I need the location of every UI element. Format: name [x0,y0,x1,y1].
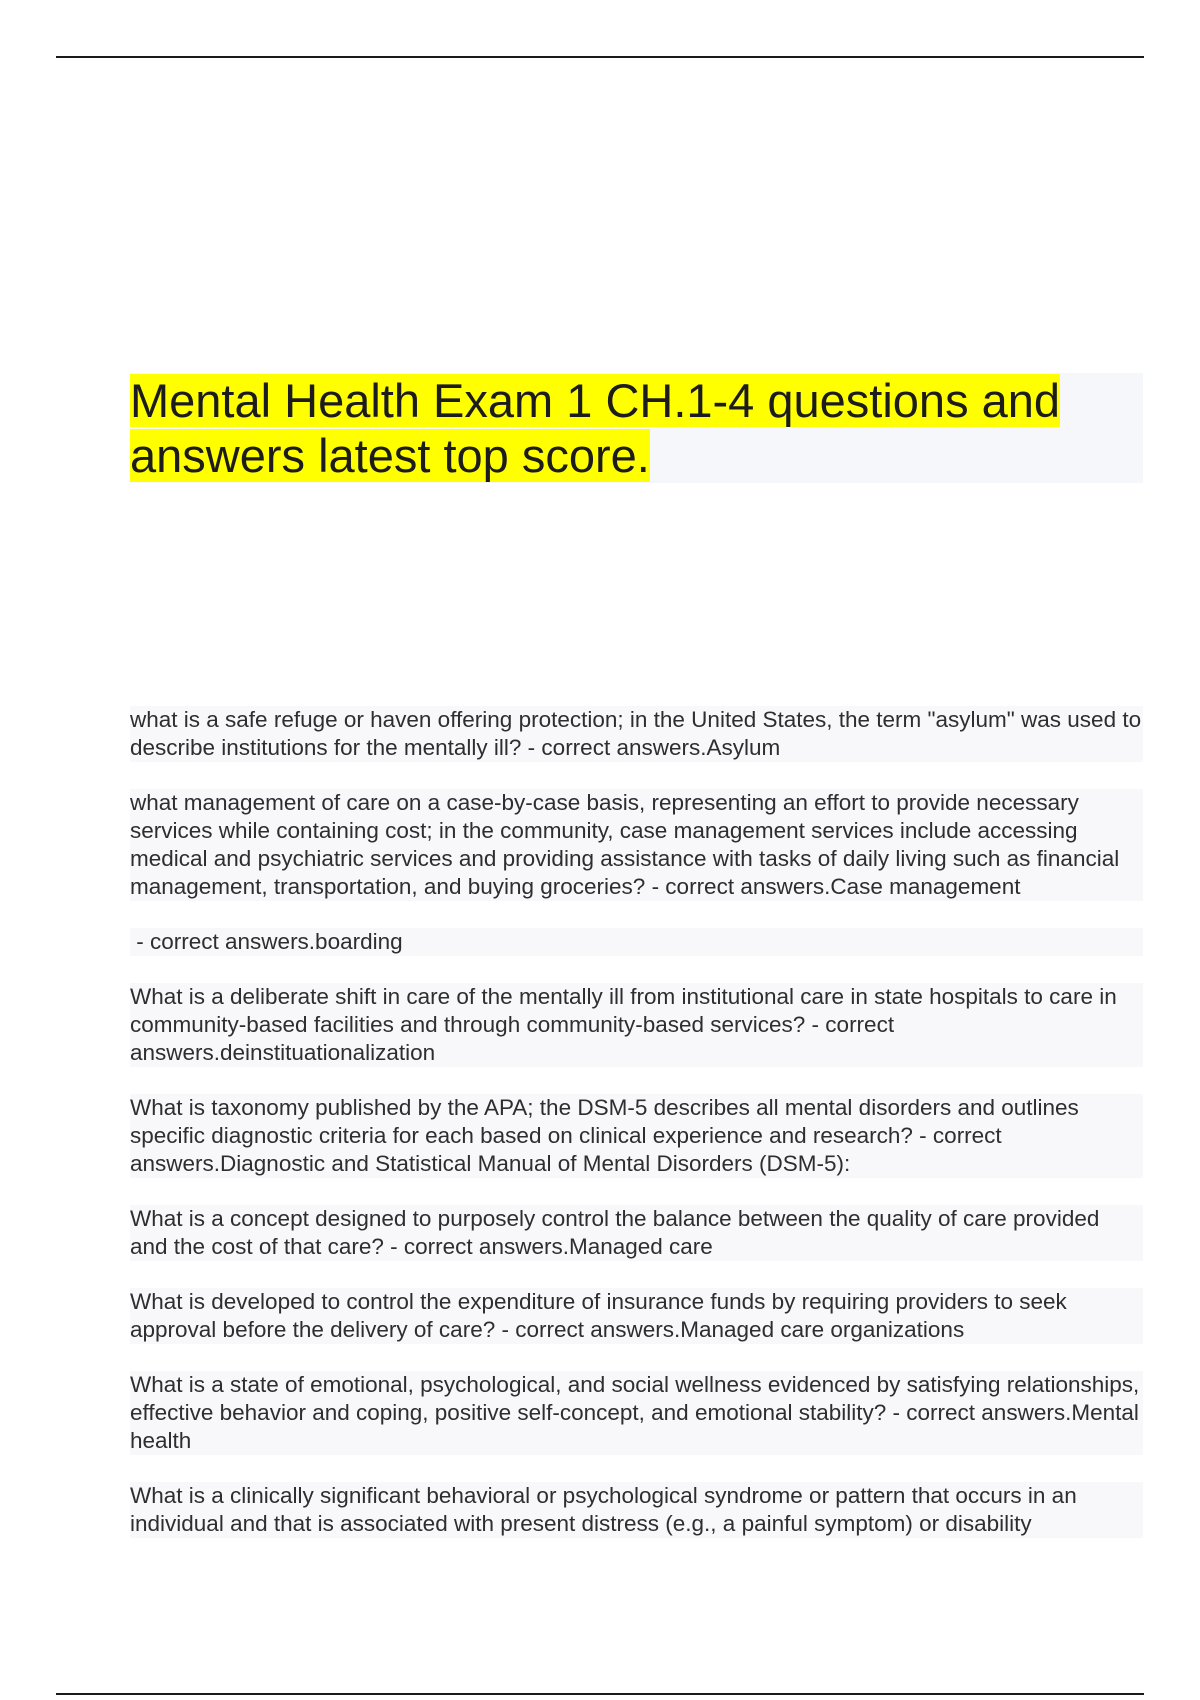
qa-item: what is a safe refuge or haven offering protection; in the United States, the term "asylum" was used to describe institutions for the mentally ill? - correct answers.Asylum [130,707,1148,760]
qa-item: what management of care on a case-by-case basis, representing an effort to provide necessary services while containing cost; in the community, case management services include accessing medical and psychiatric services and providing assistance with tasks of daily living such as financial management, transportation, and buying groceries? - correct answers.Case management [130,789,1143,901]
qa-item: What is a clinically significant behavioral or psychological syndrome or pattern that occurs in an individual and that is associated with present distress (e.g., a painful symptom) or disability [130,1482,1143,1538]
document-title [130,373,1143,483]
qa-item: What is taxonomy published by the APA; the DSM-5 describes all mental disorders and outlines specific diagnostic criteria for each based on clinical experience and research? - correct answers.Diagnostic and Statistical Manual of Mental Disorders (DSM-5): [130,1094,1143,1178]
header-divider [56,56,1144,58]
footer-divider [56,1693,1144,1695]
qa-item: What is a state of emotional, psychological, and social wellness evidenced by satisfying relationships, effective behavior and coping, positive self-concept, and emotional stability? - correct answers.Mental health [130,1372,1146,1453]
qa-item: What is developed to control the expenditure of insurance funds by requiring providers to seek approval before the delivery of care? - correct answers.Managed care organizations [130,1288,1143,1344]
title-block [130,373,1143,483]
qa-item: What is a deliberate shift in care of the mentally ill from institutional care in state hospitals to care in community-based facilities and through community-based services? - correct answers.deinstituationalization [130,983,1143,1067]
qa-list [130,706,1148,1565]
qa-item: - correct answers.boarding [130,928,1143,956]
qa-item: What is a concept designed to purposely control the balance between the quality of care provided and the cost of that care? - correct answers.Managed care [130,1205,1143,1261]
title-highlight: Mental Health Exam 1 CH.1-4 questions and answers latest top score. [130,374,1061,482]
